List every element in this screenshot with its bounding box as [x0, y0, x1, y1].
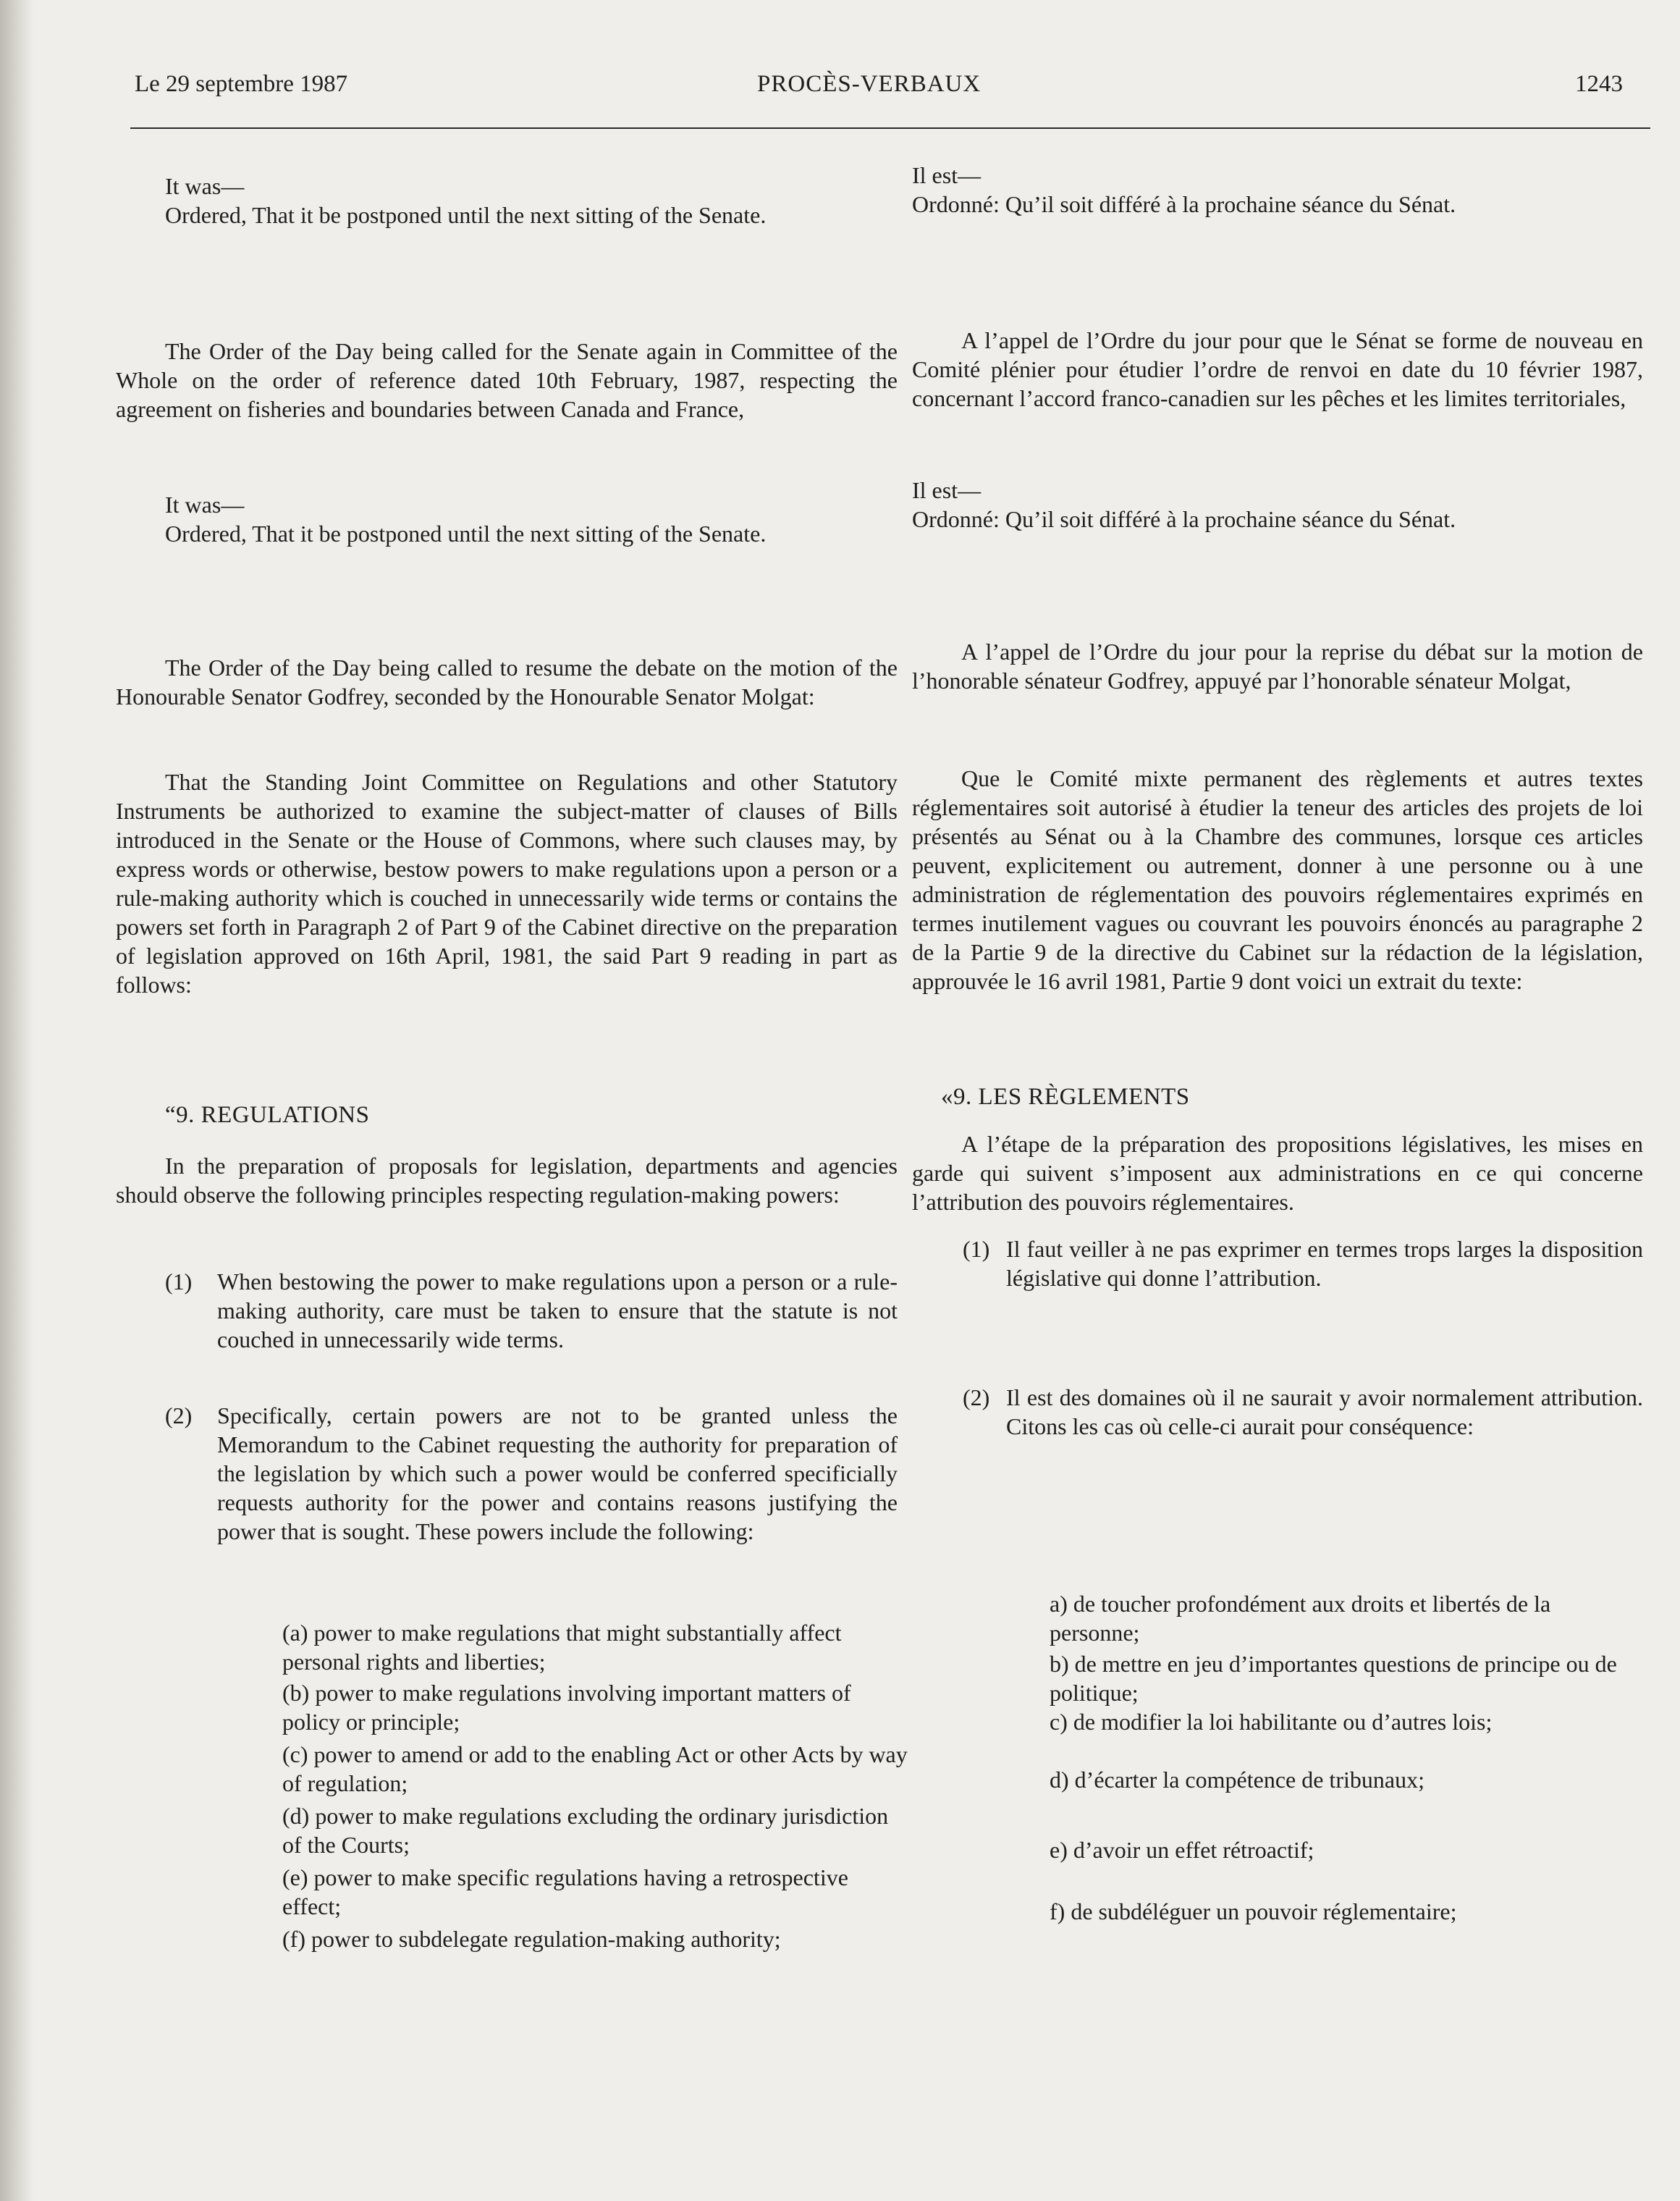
sub-item: (b) power to make regulations involving important matters of policy or principle; [282, 1680, 851, 1735]
it-was-label: It was— [165, 173, 245, 199]
item-number: (2) [165, 1402, 193, 1428]
ordered-paragraph: Ordered, That it be postponed until the next sitting of the Senate. [165, 521, 767, 547]
il-est-label: Il est— [912, 162, 982, 188]
ordonne-paragraph: Ordonné: Qu’il soit différé à la prochaine séance du Sénat. [912, 506, 1456, 532]
sub-item: c) de modifier la loi habilitante ou d’autres lois; [1050, 1709, 1493, 1735]
item-number: (2) [963, 1384, 990, 1410]
item-text: When bestowing the power to make regulations upon a person or a rule-making authority, care must be taken to ensure that the statute is not couched in unnecessarily wide terms. [217, 1268, 898, 1352]
order-of-day-paragraph: The Order of the Day being called to resume the debate on the motion of the Honourable Senator Godfrey, seconded by the Honourable Senator Molgat: [116, 655, 898, 710]
section-heading: «9. LES RÈGLEMENTS [941, 1084, 1190, 1110]
item-number: (1) [963, 1236, 990, 1262]
sub-item: (c) power to amend or add to the enabling Act or other Acts by way of regulation; [282, 1741, 908, 1796]
binding-shadow [0, 0, 33, 2201]
sub-item: (d) power to make regulations excluding the ordinary jurisdiction of the Courts; [282, 1803, 889, 1858]
sub-item: (f) power to subdelegate regulation-making authority; [282, 1926, 781, 1952]
motion-paragraph: That the Standing Joint Committee on Regulations and other Statutory Instruments be authorized to examine the subject-matter of clauses of Bills introduced in the Senate or the House of Commons, where such clauses may, by express words or otherwise, bestow powers to make regulations upon a person or a rule-making authority which is couched in unnecessarily wide terms or contains the powers set forth in Paragraph 2 of Part 9 of the Cabinet directive on the preparation of legislation approved on 16th April, 1981, the said Part 9 reading in part as follows: [116, 769, 898, 998]
order-of-day-paragraph: A l’appel de l’Ordre du jour pour la reprise du débat sur la motion de l’honorable sénateur Godfrey, appuyé par l’honorable sénateur Molgat, [912, 639, 1643, 694]
item-text: Specifically, certain powers are not to be granted unless the Memorandum to the Cabinet requesting the authority for preparation of the legislation by which such a power would be conferred specificially requests authority for the power and contains reasons justifying the power that is sought. These powers include the following: [217, 1402, 898, 1544]
header-title: PROCÈS-VERBAUX [757, 71, 982, 97]
order-of-day-paragraph: The Order of the Day being called for the Senate again in Committee of the Whole on the order of reference dated 10th February, 1987, respecting the agreement on fisheries and boundaries between Canada and France, [116, 338, 898, 422]
section-intro: A l’étape de la préparation des propositions législatives, les mises en garde qui suivent s’imposent aux administrations en ce qui concerne l’attribution des pouvoirs réglementaires. [912, 1131, 1643, 1215]
il-est-label: Il est— [912, 477, 982, 503]
sub-item: f) de subdéléguer un pouvoir réglementaire; [1050, 1898, 1457, 1924]
item-text: Il est des domaines où il ne saurait y avoir normalement attribution. Citons les cas où celle-ci aurait pour conséquence: [1006, 1384, 1643, 1439]
ordered-paragraph: Ordered, That it be postponed until the next sitting of the Senate. [165, 202, 767, 228]
order-of-day-paragraph: A l’appel de l’Ordre du jour pour que le Sénat se forme de nouveau en Comité plénier pour étudier l’ordre de renvoi en date du 10 février 1987, concernant l’accord franco-canadien sur les pêches et les limites territoriales, [912, 327, 1643, 411]
sub-item: e) d’avoir un effet rétroactif; [1050, 1837, 1314, 1863]
sub-item: b) de mettre en jeu d’importantes questions de principe ou de politique; [1050, 1651, 1617, 1706]
page-number: 1243 [1575, 71, 1623, 97]
sub-item: a) de toucher profondément aux droits et libertés de la personne; [1050, 1591, 1551, 1646]
header-date: Le 29 septembre 1987 [135, 71, 348, 97]
header-rule [130, 127, 1650, 129]
section-heading: “9. REGULATIONS [165, 1102, 370, 1128]
ordonne-paragraph: Ordonné: Qu’il soit différé à la prochaine séance du Sénat. [912, 191, 1456, 217]
item-number: (1) [165, 1268, 193, 1295]
sub-item: d) d’écarter la compétence de tribunaux; [1050, 1767, 1424, 1793]
section-intro: In the preparation of proposals for legislation, departments and agencies should observe the following principles respecting regulation-making powers: [116, 1153, 898, 1208]
sub-item: (a) power to make regulations that might substantially affect personal rights and liberties; [282, 1620, 842, 1675]
item-text: Il faut veiller à ne pas exprimer en termes trops larges la disposition législative qui donne l’attribution. [1006, 1236, 1643, 1291]
sub-item: (e) power to make specific regulations having a retrospective effect; [282, 1864, 848, 1919]
motion-paragraph: Que le Comité mixte permanent des règlements et autres textes réglementaires soit autorisé à étudier la teneur des articles des projets de loi présentés au Sénat ou à la Chambre des communes, lorsque ces articles peuvent, explicitement ou autrement, donner à une personne ou à une administration de réglementation des pouvoirs réglementaires exprimés en termes inutilement vagues ou couvrant les pouvoirs énoncés au paragraphe 2 de la Partie 9 de la directive du Cabinet sur la rédaction de la législation, approuvée le 16 avril 1981, Partie 9 dont voici un extrait du texte: [912, 765, 1643, 994]
it-was-label: It was— [165, 492, 245, 518]
